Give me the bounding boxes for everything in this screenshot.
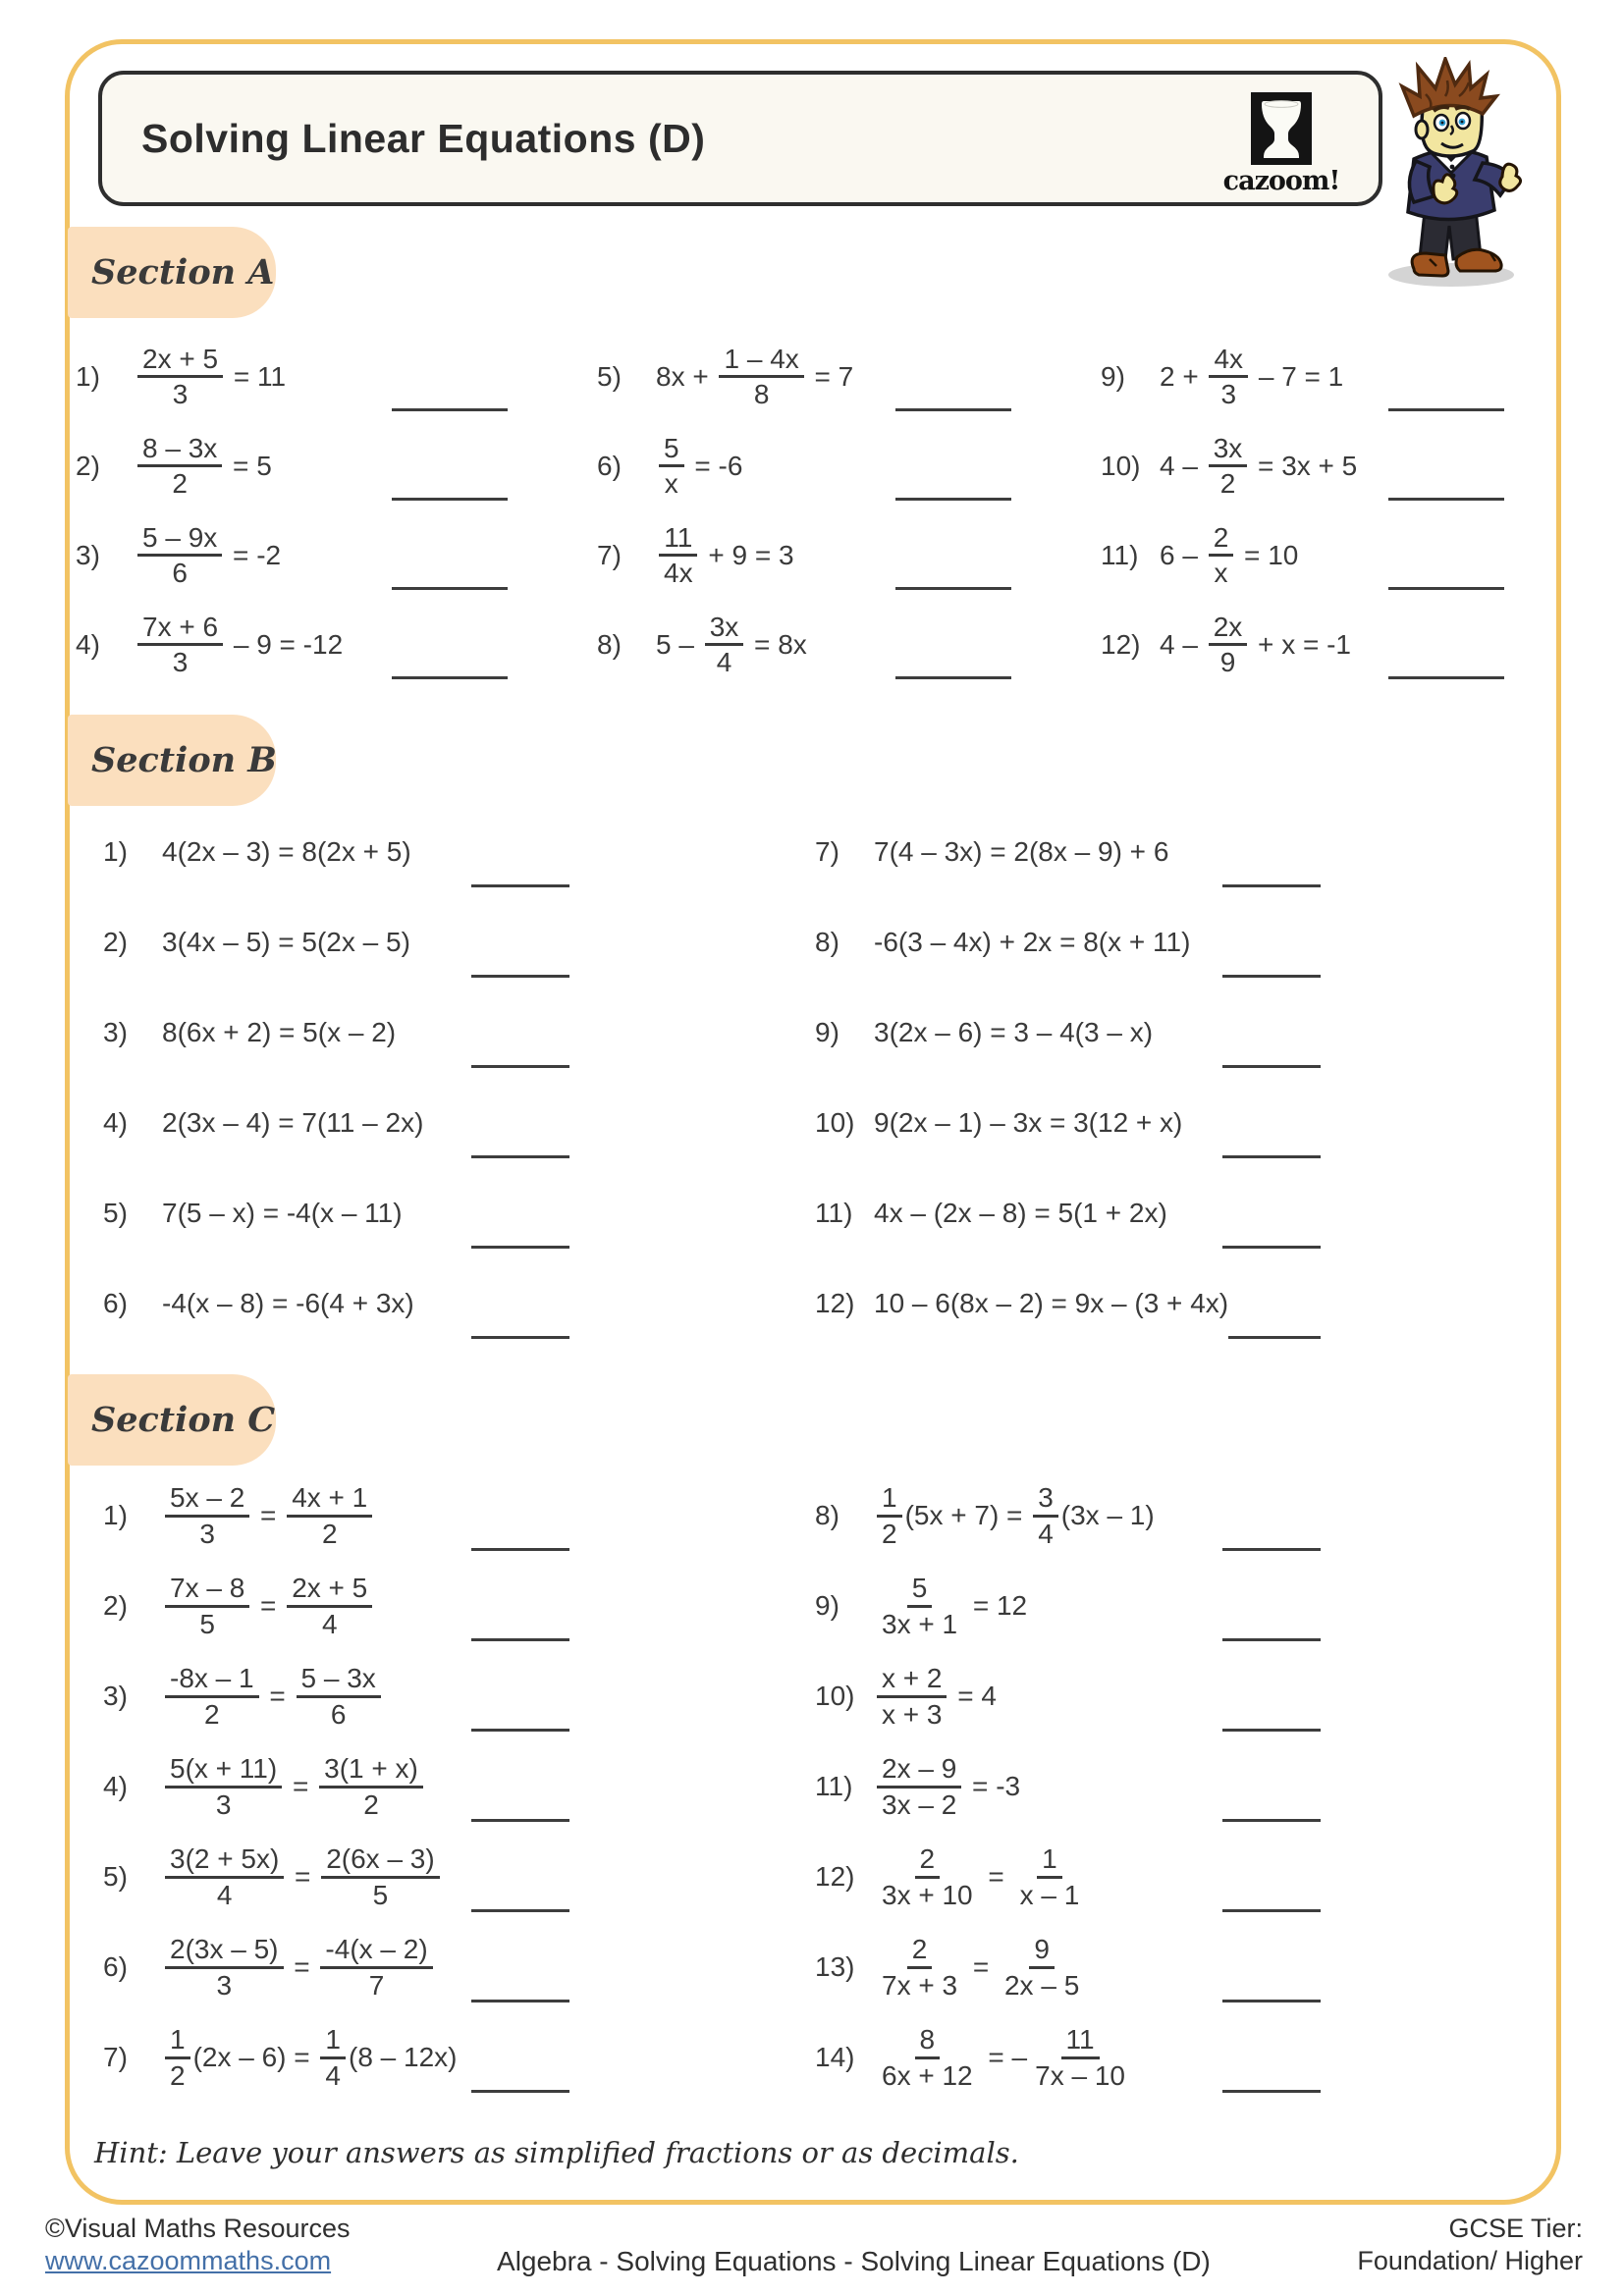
equation-text: 4(2x – 3) = 8(2x + 5) xyxy=(162,836,411,867)
answer-blank[interactable] xyxy=(1222,1065,1321,1068)
fraction: $\frac{2}{7x + 3}$ xyxy=(882,1934,958,2001)
equation-text: -4(x – 8) = -6(4 + 3x) xyxy=(162,1288,414,1318)
fraction: $\frac{5 - 9x}{6}$ xyxy=(137,522,222,589)
equation-text: 7(5 – x) = -4(x – 11) xyxy=(162,1198,403,1228)
equation-text: 4x – (2x – 8) = 5(1 + 2x) xyxy=(874,1198,1167,1228)
equation-text: 3(2x – 6) = 3 – 4(3 – x) xyxy=(874,1017,1154,1047)
problem-number: 6) xyxy=(103,1288,128,1318)
problem-number: 3) xyxy=(103,1017,128,1047)
fraction: $\frac{2}{3x + 10}$ xyxy=(882,1843,973,1910)
equation-text: = xyxy=(286,1951,318,1982)
problem-number: 12) xyxy=(815,1288,855,1318)
equation xyxy=(162,927,410,958)
answer-blank[interactable] xyxy=(392,408,508,411)
equation xyxy=(135,344,286,410)
problem-number: 2) xyxy=(103,1590,128,1621)
problem-row xyxy=(815,897,1321,988)
section-name: Section B xyxy=(91,740,277,780)
equation-text: 9(2x – 1) – 3x = 3(12 + x) xyxy=(874,1107,1183,1138)
equation xyxy=(656,612,807,678)
problem-row xyxy=(597,421,1011,510)
equation-text: 3(4x – 5) = 5(2x – 5) xyxy=(162,927,410,957)
equation xyxy=(874,1934,1087,2001)
equation xyxy=(135,612,343,678)
equation-text: -6(3 – 4x) + 2x = 8(x + 11) xyxy=(874,927,1191,957)
problem-row xyxy=(815,1832,1321,1922)
problem-row xyxy=(815,807,1321,897)
fraction: $\frac{4x + 1}{2}$ xyxy=(287,1482,372,1549)
problem-row xyxy=(103,807,569,897)
answer-blank[interactable] xyxy=(471,1548,569,1551)
problem-row xyxy=(1101,421,1504,510)
problem-number: 12) xyxy=(1101,628,1141,660)
equation xyxy=(162,2024,458,2091)
equation xyxy=(162,1843,443,1910)
equation-text: = xyxy=(287,1861,319,1892)
problem-row xyxy=(103,1832,569,1922)
fraction: $\frac{2x}{9}$ xyxy=(1209,612,1248,678)
problem-row xyxy=(597,600,1011,689)
equation-text: = xyxy=(285,1771,317,1801)
website-link[interactable]: www.cazoommaths.com xyxy=(45,2245,332,2275)
answer-blank[interactable] xyxy=(471,884,569,887)
fraction: $\frac{5}{3x + 1}$ xyxy=(882,1573,958,1639)
fraction: $\frac{8 - 3x}{2}$ xyxy=(137,433,222,500)
equation-text: 7(4 – 3x) = 2(8x – 9) + 6 xyxy=(874,836,1169,867)
equation-text: = -3 xyxy=(964,1771,1021,1801)
fraction: $\frac{11}{4x}$ xyxy=(659,522,698,589)
djembe-drum-icon xyxy=(1251,92,1312,165)
footer-description: Algebra - Solving Equations - Solving Linear Equations (D) xyxy=(497,2246,1211,2276)
logo-text: cazoom! xyxy=(1222,166,1340,196)
equation xyxy=(135,433,272,500)
problem-row xyxy=(815,1168,1321,1258)
equation-text: + 9 = 3 xyxy=(700,539,794,570)
fraction: $\frac{2}{x}$ xyxy=(1209,522,1234,589)
footer-left xyxy=(45,2213,351,2277)
problem-number: 12) xyxy=(815,1861,855,1892)
problem-number: 5) xyxy=(103,1861,128,1892)
equation xyxy=(656,522,794,589)
fraction: $\frac{8}{6x + 12}$ xyxy=(882,2024,973,2091)
equation-text: = 4 xyxy=(949,1681,997,1711)
answer-blank[interactable] xyxy=(471,2000,569,2002)
problem-number: 5) xyxy=(103,1198,128,1228)
fraction: $\frac{-4(x - 2)}{7}$ xyxy=(320,1934,432,2001)
equation-text: + x = -1 xyxy=(1250,628,1351,660)
equation xyxy=(162,1198,403,1229)
fraction: $\frac{5}{x}$ xyxy=(659,433,684,500)
fraction: $\frac{11}{7x - 10}$ xyxy=(1035,2024,1125,2091)
equation xyxy=(162,1482,375,1549)
equation-text: = 8x xyxy=(746,628,807,660)
fraction: $\frac{7x - 8}{5}$ xyxy=(165,1573,249,1639)
equation-text: 10 – 6(8x – 2) = 9x – (3 + 4x) xyxy=(874,1288,1229,1318)
footer-right xyxy=(1357,2213,1583,2277)
title-box xyxy=(98,71,1382,206)
gcse-tier-value: Foundation/ Higher xyxy=(1357,2245,1583,2275)
fraction: $\frac{3}{4}$ xyxy=(1033,1482,1058,1549)
equation-text: = xyxy=(252,1590,285,1621)
section-name: Section C xyxy=(91,1400,276,1440)
answer-blank[interactable] xyxy=(1222,2000,1321,2002)
answer-blank[interactable] xyxy=(895,408,1011,411)
equation-text: = 3x + 5 xyxy=(1250,450,1358,481)
problem-row xyxy=(815,1651,1321,1741)
problem-row xyxy=(815,2012,1321,2103)
problem-grid xyxy=(103,1470,1321,2103)
hint-text: Hint: Leave your answers as simplified fractions or as decimals. xyxy=(94,2136,1019,2169)
cazoom-logo xyxy=(1218,92,1345,196)
problem-row xyxy=(1101,510,1504,600)
fraction: $\frac{3(2 + 5x)}{4}$ xyxy=(165,1843,284,1910)
equation xyxy=(656,344,853,410)
equation xyxy=(874,1288,1228,1319)
answer-blank[interactable] xyxy=(1222,884,1321,887)
equation xyxy=(874,1663,997,1730)
problem-number: 10) xyxy=(815,1681,855,1711)
answer-blank[interactable] xyxy=(1222,2090,1321,2093)
answer-blank[interactable] xyxy=(1222,1548,1321,1551)
answer-blank[interactable] xyxy=(1222,1155,1321,1158)
problem-row xyxy=(1101,600,1504,689)
mascot-schoolboy-illustration xyxy=(1375,57,1536,294)
answer-blank[interactable] xyxy=(471,975,569,978)
problem-row xyxy=(76,510,508,600)
equation xyxy=(162,1753,426,1820)
equation-text: 4 – xyxy=(1160,450,1206,481)
fraction: $\frac{3x}{4}$ xyxy=(705,612,744,678)
answer-blank[interactable] xyxy=(471,1155,569,1158)
fraction: $\frac{2x - 9}{3x - 2}$ xyxy=(877,1753,961,1820)
section-tab xyxy=(68,715,276,806)
fraction: $\frac{3(1 + x)}{2}$ xyxy=(319,1753,423,1820)
copyright-text: ©Visual Maths Resources xyxy=(45,2214,351,2243)
fraction: $\frac{2x + 5}{3}$ xyxy=(137,344,223,410)
problem-number: 8) xyxy=(815,1500,839,1530)
equation xyxy=(1160,612,1351,678)
equation-text: (5x + 7) = xyxy=(904,1500,1031,1530)
problem-row xyxy=(103,2012,569,2103)
fraction: $\frac{3x}{2}$ xyxy=(1209,433,1248,500)
answer-blank[interactable] xyxy=(471,1336,569,1339)
problem-row xyxy=(103,1651,569,1741)
fraction: $\frac{2(3x - 5)}{3}$ xyxy=(165,1934,284,2001)
problem-number: 8) xyxy=(815,927,839,957)
equation xyxy=(656,433,742,500)
equation-text: (3x – 1) xyxy=(1060,1500,1155,1530)
answer-blank[interactable] xyxy=(895,676,1011,679)
equation-text: 2 + xyxy=(1160,360,1207,392)
answer-blank[interactable] xyxy=(471,1819,569,1822)
problem-row xyxy=(103,1168,569,1258)
answer-blank[interactable] xyxy=(1222,1909,1321,1912)
problem-number: 11) xyxy=(815,1198,853,1228)
equation xyxy=(162,1663,384,1730)
problem-row xyxy=(815,1078,1321,1168)
problem-number: 8) xyxy=(597,628,622,660)
problem-number: 1) xyxy=(103,1500,128,1530)
problem-number: 10) xyxy=(1101,450,1141,481)
answer-blank[interactable] xyxy=(1388,676,1504,679)
fraction: $\frac{2x + 5}{4}$ xyxy=(287,1573,372,1639)
problem-row xyxy=(597,332,1011,421)
problem-row xyxy=(815,988,1321,1078)
problem-row xyxy=(1101,332,1504,421)
problem-number: 14) xyxy=(815,2042,855,2072)
answer-blank[interactable] xyxy=(1222,1246,1321,1249)
problem-row xyxy=(103,1470,569,1561)
fraction: $\frac{1}{2}$ xyxy=(877,1482,902,1549)
problem-row xyxy=(815,1258,1321,1349)
equation-text: = -6 xyxy=(686,450,743,481)
problem-number: 9) xyxy=(1101,360,1125,392)
equation-text: 8x + xyxy=(656,360,717,392)
problem-number: 3) xyxy=(76,539,100,570)
equation xyxy=(162,1573,375,1639)
problem-number: 4) xyxy=(76,628,100,660)
fraction: $\frac{5(x + 11)}{3}$ xyxy=(165,1753,282,1820)
equation xyxy=(162,1288,414,1319)
equation-text: 6 – xyxy=(1160,539,1206,570)
equation xyxy=(874,1017,1153,1048)
fraction: $\frac{x + 2}{x + 3}$ xyxy=(877,1663,947,1730)
answer-blank[interactable] xyxy=(1388,408,1504,411)
fraction: $\frac{7x + 6}{3}$ xyxy=(137,612,223,678)
equation xyxy=(1160,522,1298,589)
equation-text: = xyxy=(261,1681,294,1711)
equation-text: = 5 xyxy=(225,450,272,481)
equation-text: 4 – xyxy=(1160,628,1206,660)
problem-number: 4) xyxy=(103,1771,128,1801)
equation xyxy=(1160,433,1357,500)
fraction: $\frac{1}{x - 1}$ xyxy=(1019,1843,1080,1910)
equation-text: 8(6x + 2) = 5(x – 2) xyxy=(162,1017,397,1047)
problem-number: 9) xyxy=(815,1590,839,1621)
equation xyxy=(874,927,1190,958)
answer-blank[interactable] xyxy=(471,1909,569,1912)
problem-number: 10) xyxy=(815,1107,855,1138)
answer-blank[interactable] xyxy=(895,498,1011,501)
answer-blank[interactable] xyxy=(471,1246,569,1249)
answer-blank[interactable] xyxy=(471,2090,569,2093)
problem-number: 11) xyxy=(815,1771,853,1801)
problem-row xyxy=(815,1470,1321,1561)
problem-number: 7) xyxy=(103,2042,128,2072)
footer xyxy=(45,2213,1583,2277)
equation xyxy=(874,1573,1027,1639)
equation-text: – 7 = 1 xyxy=(1251,360,1344,392)
equation xyxy=(874,1107,1182,1139)
equation-text: = xyxy=(980,1861,1012,1892)
equation-text: 5 – xyxy=(656,628,702,660)
equation-text: – 9 = -12 xyxy=(226,628,344,660)
fraction: $\frac{5x - 2}{3}$ xyxy=(165,1482,249,1549)
equation xyxy=(162,1017,396,1048)
fraction: $\frac{9}{2x - 5}$ xyxy=(1003,1934,1080,2001)
section-tab xyxy=(68,227,276,318)
equation xyxy=(162,1934,436,2001)
problem-number: 6) xyxy=(597,450,622,481)
answer-blank[interactable] xyxy=(1222,975,1321,978)
problem-row xyxy=(597,510,1011,600)
problem-number: 3) xyxy=(103,1681,128,1711)
problem-row xyxy=(103,1561,569,1651)
problem-row xyxy=(815,1561,1321,1651)
problem-number: 11) xyxy=(1101,539,1139,570)
problem-row xyxy=(815,1922,1321,2012)
problem-number: 4) xyxy=(103,1107,128,1138)
problem-number: 6) xyxy=(103,1951,128,1982)
problem-row xyxy=(103,1922,569,2012)
answer-blank[interactable] xyxy=(1222,1638,1321,1641)
problem-row xyxy=(103,1258,569,1349)
equation-text: = 11 xyxy=(226,360,287,392)
page-title: Solving Linear Equations (D) xyxy=(141,115,706,161)
fraction: $\frac{1}{2}$ xyxy=(165,2024,190,2091)
equation xyxy=(135,522,281,589)
answer-blank[interactable] xyxy=(1222,1819,1321,1822)
answer-blank[interactable] xyxy=(895,587,1011,590)
fraction: $\frac{1}{4}$ xyxy=(320,2024,346,2091)
answer-blank[interactable] xyxy=(1228,1336,1321,1339)
answer-blank[interactable] xyxy=(392,676,508,679)
equation xyxy=(162,836,411,868)
equation-text: 2(3x – 4) = 7(11 – 2x) xyxy=(162,1107,424,1138)
equation-text: (2x – 6) = xyxy=(192,2042,318,2072)
problem-grid xyxy=(76,332,1504,689)
problem-number: 9) xyxy=(815,1017,839,1047)
equation-text: (8 – 12x) xyxy=(349,2042,458,2072)
answer-blank[interactable] xyxy=(1388,587,1504,590)
problem-number: 2) xyxy=(76,450,100,481)
answer-blank[interactable] xyxy=(471,1638,569,1641)
problem-row xyxy=(815,1741,1321,1832)
fraction: $\frac{1 - 4x}{8}$ xyxy=(719,344,803,410)
equation xyxy=(162,1107,423,1139)
problem-number: 1) xyxy=(76,360,100,392)
equation-text: = – xyxy=(980,2042,1028,2072)
answer-blank[interactable] xyxy=(392,587,508,590)
answer-blank[interactable] xyxy=(471,1065,569,1068)
problem-row xyxy=(76,332,508,421)
answer-blank[interactable] xyxy=(392,498,508,501)
problem-row xyxy=(76,421,508,510)
problem-number: 2) xyxy=(103,927,128,957)
section-tab xyxy=(68,1374,276,1466)
equation-text: = 12 xyxy=(965,1590,1028,1621)
problem-row xyxy=(103,988,569,1078)
problem-number: 13) xyxy=(815,1951,855,1982)
fraction: $\frac{4x}{3}$ xyxy=(1209,344,1248,410)
problem-row xyxy=(76,600,508,689)
fraction: $\frac{5 - 3x}{6}$ xyxy=(297,1663,381,1730)
fraction: $\frac{-8x - 1}{2}$ xyxy=(165,1663,259,1730)
problem-row xyxy=(103,1078,569,1168)
equation xyxy=(874,2024,1133,2091)
equation xyxy=(874,1753,1020,1820)
section-name: Section A xyxy=(91,252,275,293)
equation-text: = xyxy=(252,1500,285,1530)
answer-blank[interactable] xyxy=(471,1729,569,1732)
equation xyxy=(874,1198,1167,1229)
equation xyxy=(1160,344,1343,410)
problem-row xyxy=(103,897,569,988)
fraction: $\frac{2(6x - 3)}{5}$ xyxy=(321,1843,440,1910)
problem-row xyxy=(103,1741,569,1832)
problem-number: 7) xyxy=(815,836,839,867)
answer-blank[interactable] xyxy=(1222,1729,1321,1732)
equation-text: = 7 xyxy=(806,360,854,392)
equation xyxy=(874,1843,1087,1910)
gcse-tier-label: GCSE Tier: xyxy=(1448,2214,1583,2243)
equation-text: = -2 xyxy=(225,539,282,570)
equation xyxy=(874,836,1168,868)
equation-text: = xyxy=(965,1951,997,1982)
problem-grid xyxy=(103,807,1321,1349)
answer-blank[interactable] xyxy=(1388,498,1504,501)
problem-number: 1) xyxy=(103,836,128,867)
problem-number: 5) xyxy=(597,360,622,392)
problem-number: 7) xyxy=(597,539,622,570)
equation xyxy=(874,1482,1155,1549)
equation-text: = 10 xyxy=(1236,539,1299,570)
